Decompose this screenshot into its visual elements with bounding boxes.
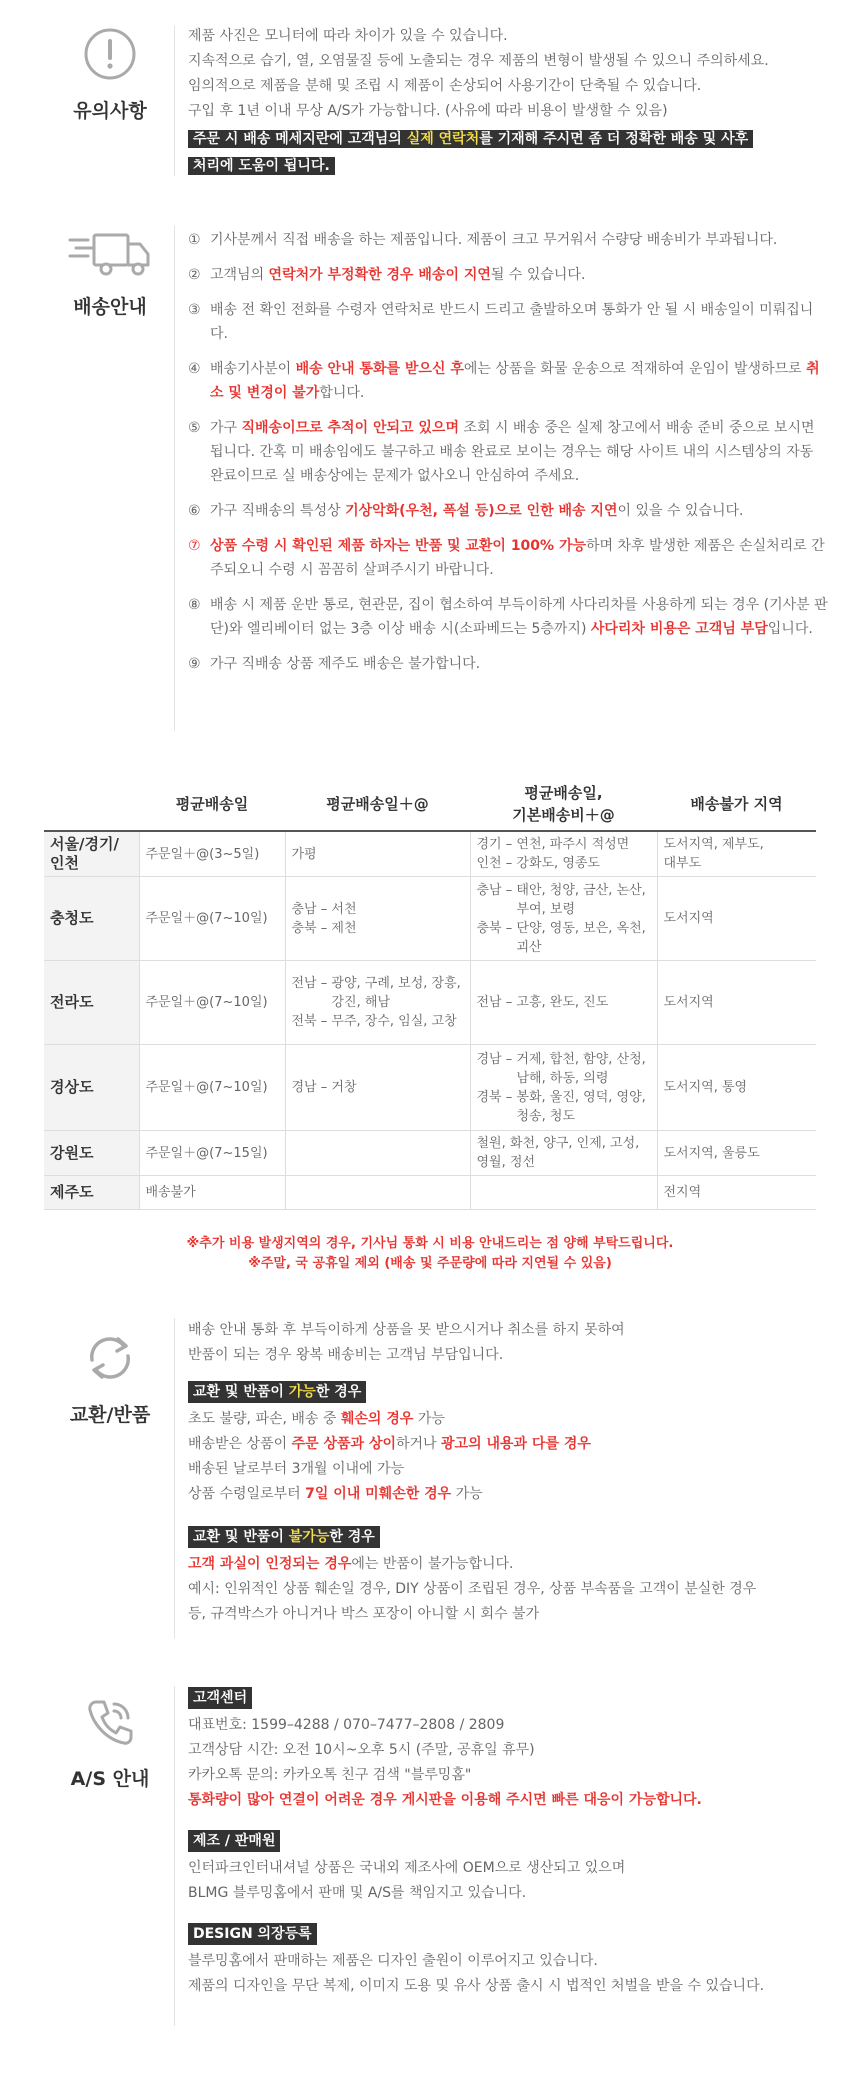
no-delivery-line: 전지역 <box>663 1185 702 1200</box>
no-delivery-line: 도서지역, 통영 <box>663 1080 748 1095</box>
caution-heading <box>40 26 180 123</box>
divider <box>174 26 175 176</box>
caution-content <box>188 24 828 180</box>
exchange-line <box>188 1407 828 1432</box>
as-content <box>188 1686 828 1999</box>
table-header-cell: 평균배송일 <box>139 778 285 831</box>
shipping-note: ※추가 비용 발생지역의 경우, 기사님 통화 시 비용 안내드리는 점 양해 부탁드립니다. <box>186 1236 674 1251</box>
design-line: 블루밍홈에서 판매하는 제품은 디자인 출원이 이루어지고 있습니다. <box>188 1953 598 1969</box>
caution-line: 임의적으로 제품을 분해 및 조립 시 제품이 손상되어 사용기간이 단축될 수 있습니다. <box>188 78 702 94</box>
cs-line: 카카오톡 문의: 카카오톡 친구 검색 "블루밍홈" <box>188 1767 472 1783</box>
region-cell: 서울/경기/인천 <box>44 831 139 877</box>
region-cell: 충청도 <box>44 877 139 961</box>
design-tag: DESIGN 의장등록 <box>188 1923 317 1945</box>
no-delivery-cell <box>657 877 816 961</box>
delivery-item-text-part: 합니다. <box>319 385 365 401</box>
caution-line: 제품 사진은 모니터에 따라 차이가 있을 수 있습니다. <box>188 28 508 44</box>
exchange-line <box>188 1602 828 1627</box>
delivery-item-text-part: 에는 상품을 화물 운송으로 적재하여 운임이 발생하므로 <box>463 361 807 377</box>
maker-tag-row <box>188 1829 828 1854</box>
delivery-item-text-part: 배송 안내 통화를 받으신 후 <box>295 361 464 377</box>
avg-delivery-cell: 주문일＋@(7~10일) <box>139 1045 285 1131</box>
exchange-line-part: 등, 규격박스가 아니거나 박스 포장이 아니할 시 회수 불가 <box>188 1606 540 1622</box>
delivery-heading <box>40 232 180 319</box>
exchange-no-list <box>188 1552 828 1627</box>
exchange-line <box>188 1432 828 1457</box>
exchange-line-part: 에는 반품이 불가능합니다. <box>351 1556 514 1572</box>
delivery-truck-icon <box>68 232 152 278</box>
caution-highlight: 주문 시 배송 메세지란에 고객님의 실제 연락처를 기재해 주시면 좀 더 정확한 배송 및 사후 처리에 도움이 됩니다. <box>188 126 828 180</box>
maker-tag: 제조 / 판매원 <box>188 1830 280 1852</box>
exchange-line-part: 광고의 내용과 다를 경우 <box>441 1436 591 1452</box>
as-section <box>0 1686 860 2026</box>
no-delivery-line: 도서지역 <box>663 995 714 1010</box>
maker-line: 인터파크인터내셔널 상품은 국내외 제조사에 OEM으로 생산되고 있으며 <box>188 1860 626 1876</box>
table-row <box>44 831 816 877</box>
extra-fee-line: 경남 – 거제, 합천, 함양, 산청, <box>476 1051 646 1067</box>
delivery-item-text-part: 연락처가 부정확한 경우 배송이 지연 <box>268 267 491 283</box>
no-delivery-line: 대부도 <box>663 856 702 871</box>
delivery-item-text <box>210 416 828 488</box>
table-header-cell <box>44 778 139 831</box>
maker-line: BLMG 블루밍홈에서 판매 및 A/S를 책임지고 있습니다. <box>188 1885 527 1901</box>
exchange-line-part: 7일 이내 미훼손한 경우 <box>305 1486 452 1502</box>
delivery-item-number: ⑥ <box>188 503 201 519</box>
exchange-ok-list <box>188 1407 828 1507</box>
extra-days-line: 전남 – 광양, 구례, 보성, 장흥, <box>291 976 461 991</box>
extra-fee-line: 충북 – 단양, 영동, 보은, 옥천, <box>476 920 646 936</box>
shipping-notes <box>44 1234 816 1274</box>
as-title: A/S 안내 <box>70 1768 150 1790</box>
delivery-item-text-part: 기사분께서 직접 배송을 하는 제품입니다. 제품이 크고 무거워서 수량당 배송비가 부과됩니다. <box>210 232 778 248</box>
delivery-item-text-part: 가구 직배송 상품 제주도 배송은 불가합니다. <box>210 656 481 672</box>
delivery-item-text-part: 고객님의 <box>210 267 269 283</box>
exchange-line-part: 배송된 날로부터 3개월 이내에 가능 <box>188 1461 405 1477</box>
extra-days-cell <box>285 961 470 1045</box>
delivery-item-text-part: 가구 직배송의 특성상 <box>210 503 346 519</box>
shipping-table-section <box>44 778 816 1274</box>
delivery-item-text <box>210 228 777 252</box>
delivery-item-text-part: 취소 및 변경이 불가 <box>210 361 820 401</box>
no-delivery-line: 도서지역 <box>663 911 714 926</box>
caution-line: 구입 후 1년 이내 무상 A/S가 가능합니다. (사유에 따라 비용이 발생할 수 있음) <box>188 103 668 119</box>
delivery-item-number: ② <box>188 267 201 283</box>
avg-delivery-cell: 주문일＋@(3~5일) <box>139 831 285 877</box>
extra-days-cell <box>285 1131 470 1176</box>
as-heading <box>40 1694 180 1791</box>
delivery-item-number: ③ <box>188 302 201 318</box>
extra-fee-cell <box>470 877 657 961</box>
cs-line: 대표번호: 1599–4288 / 070–7477–2808 / 2809 <box>188 1717 505 1733</box>
exchange-heading <box>40 1330 180 1427</box>
delivery-item-text-part: 사다리차 비용은 고객님 부담 <box>590 621 768 637</box>
delivery-section <box>0 226 860 726</box>
delivery-item-text-part: 직배송이므로 추적이 안되고 있으며 <box>241 420 459 436</box>
exchange-line-part: 상품 수령일로부터 <box>188 1486 306 1502</box>
exchange-line-part: 훼손의 경우 <box>340 1411 414 1427</box>
divider <box>174 1686 175 2026</box>
delivery-item-text-part: 조회 시 배송 중은 실제 창고에서 배송 준비 중으로 보시면 됩니다. 간혹 미 배송임에도 불구하고 배송 완료로 보이는 경우는 해당 사이트 내의 시스템상의 자동 완료이므로 실 배송상에는 문제가 없사오니 안심하여 주세요. <box>210 420 815 484</box>
delivery-item-text-part: 될 수 있습니다. <box>490 267 586 283</box>
extra-days-line: 충남 – 서천 <box>291 901 357 917</box>
delivery-item-text <box>210 534 828 582</box>
shipping-note: ※주말, 국 공휴일 제외 (배송 및 주문량에 따라 지연될 수 있음) <box>248 1256 612 1271</box>
extra-days-line: 충북 – 제천 <box>291 920 357 936</box>
exchange-line-part: 배송받은 상품이 <box>188 1436 292 1452</box>
phone-icon <box>82 1694 138 1750</box>
divider <box>174 1318 175 1638</box>
table-row <box>44 961 816 1045</box>
delivery-item-text <box>210 263 585 287</box>
avg-delivery-cell: 주문일＋@(7~15일) <box>139 1131 285 1176</box>
extra-days-cell <box>285 877 470 961</box>
extra-fee-line: 충남 – 태안, 청양, 금산, 논산, <box>476 882 646 898</box>
exclamation-circle-icon <box>82 26 138 82</box>
delivery-item-number: ⑤ <box>188 420 201 436</box>
delivery-item-text-part: 기상악화(우천, 폭설 등)으로 인한 배송 지연 <box>345 503 618 519</box>
delivery-item-text-part: 배송 시 제품 운반 통로, 현관문, 집이 협소하여 부득이하게 사다리차를 사용하게 되는 경우 (기사분 판단)와 엘리베이터 없는 3층 이상 배송 시(소파베드는 5층까지) <box>210 597 828 637</box>
exchange-line <box>188 1577 828 1602</box>
delivery-item <box>188 652 828 676</box>
extra-fee-line: 인천 – 강화도, 영종도 <box>476 856 600 871</box>
region-cell: 제주도 <box>44 1176 139 1210</box>
delivery-item-number: ⑨ <box>188 656 201 672</box>
extra-days-line: 경남 – 거창 <box>291 1080 357 1095</box>
delivery-item <box>188 263 828 287</box>
table-header-cell: 평균배송일＋@ <box>285 778 470 831</box>
delivery-item-number: ① <box>188 232 201 248</box>
exchange-intro-line: 반품이 되는 경우 왕복 배송비는 고객님 부담입니다. <box>188 1347 504 1363</box>
extra-fee-line: 부여, 보령 <box>516 901 575 917</box>
cs-lines <box>188 1713 828 1813</box>
extra-days-cell <box>285 1045 470 1131</box>
no-delivery-cell <box>657 1176 816 1210</box>
delivery-item-text-part: 이 있을 수 있습니다. <box>617 503 744 519</box>
exchange-line-part: 가능 <box>413 1411 445 1427</box>
extra-fee-cell <box>470 961 657 1045</box>
extra-days-cell <box>285 831 470 877</box>
extra-fee-line: 영월, 정선 <box>476 1155 535 1170</box>
delivery-item <box>188 357 828 405</box>
delivery-item-text-part: 상품 수령 시 확인된 제품 하자는 반품 및 교환이 100% 가능 <box>210 538 586 554</box>
exchange-line <box>188 1552 828 1577</box>
design-line: 제품의 디자인을 무단 복제, 이미지 도용 및 유사 상품 출시 시 법적인 처벌을 받을 수 있습니다. <box>188 1978 765 1994</box>
extra-fee-line: 경북 – 봉화, 울진, 영덕, 영양, <box>476 1089 646 1105</box>
table-header-cell: 평균배송일, 기본배송비＋@ <box>470 778 657 831</box>
delivery-item-text-part: 입니다. <box>767 621 813 637</box>
no-delivery-line: 도서지역, 울릉도 <box>663 1145 760 1161</box>
delivery-list <box>188 228 828 687</box>
delivery-item-number: ⑧ <box>188 597 201 613</box>
exchange-ok-tag: 교환 및 반품이 가능한 경우 <box>188 1380 828 1405</box>
exchange-line <box>188 1482 828 1507</box>
delivery-item-text-part: 하며 차후 발생한 제품은 손실처리로 간주되오니 수령 시 꼼꼼히 살펴주시기 바랍니다. <box>210 538 825 578</box>
table-row <box>44 877 816 961</box>
delivery-item-number: ④ <box>188 361 201 377</box>
delivery-item <box>188 499 828 523</box>
region-cell: 강원도 <box>44 1131 139 1176</box>
delivery-item-text-part: 가구 <box>210 420 242 436</box>
exchange-line-part: 초도 불량, 파손, 배송 중 <box>188 1411 341 1427</box>
delivery-item <box>188 534 828 582</box>
delivery-item-text-part: 배송 전 확인 전화를 수령자 연락처로 반드시 드리고 출발하오며 통화가 안 될 시 배송일이 미뤄집니다. <box>210 302 814 342</box>
no-delivery-cell <box>657 1045 816 1131</box>
no-delivery-cell <box>657 1131 816 1176</box>
divider <box>174 226 175 731</box>
table-row <box>44 1131 816 1176</box>
extra-fee-line: 청송, 청도 <box>516 1108 575 1124</box>
avg-delivery-cell: 주문일＋@(7~10일) <box>139 961 285 1045</box>
delivery-item-text <box>210 298 828 346</box>
extra-fee-cell <box>470 1176 657 1210</box>
exchange-line-part: 주문 상품과 상이 <box>291 1436 396 1452</box>
extra-fee-line: 남해, 하동, 의령 <box>516 1070 609 1086</box>
caution-title: 유의사항 <box>73 100 147 122</box>
delivery-item <box>188 416 828 488</box>
delivery-title: 배송안내 <box>73 296 147 318</box>
delivery-item-text <box>210 593 828 641</box>
no-delivery-line: 도서지역, 제부도, <box>663 837 764 852</box>
no-delivery-cell <box>657 961 816 1045</box>
extra-fee-cell <box>470 831 657 877</box>
extra-days-line: 가평 <box>291 846 317 862</box>
delivery-item-number: ⑦ <box>188 538 201 554</box>
extra-fee-cell <box>470 1131 657 1176</box>
delivery-item-text-part: 배송기사분이 <box>210 361 296 377</box>
maker-lines <box>188 1856 828 1906</box>
delivery-item-text <box>210 652 480 676</box>
table-header-row <box>44 778 816 831</box>
exchange-line-part: 가능 <box>451 1486 483 1502</box>
caution-section <box>0 20 860 180</box>
extra-fee-line: 괴산 <box>516 939 542 955</box>
caution-line: 지속적으로 습기, 열, 오염물질 등에 노출되는 경우 제품의 변형이 발생될 수 있으니 주의하세요. <box>188 53 769 69</box>
exchange-line-part: 고객 과실이 인정되는 경우 <box>188 1556 352 1572</box>
delivery-item-text <box>210 499 743 523</box>
cs-tag-row <box>188 1686 828 1711</box>
exchange-section <box>0 1318 860 1648</box>
delivery-item <box>188 298 828 346</box>
design-tag-row <box>188 1922 828 1947</box>
table-row <box>44 1045 816 1131</box>
extra-days-cell <box>285 1176 470 1210</box>
extra-fee-line: 철원, 화천, 양구, 인제, 고성, <box>476 1136 640 1151</box>
shipping-table <box>44 778 816 1210</box>
avg-delivery-cell: 배송불가 <box>139 1176 285 1210</box>
exchange-content <box>188 1318 828 1627</box>
exchange-arrows-icon <box>82 1330 138 1386</box>
delivery-item <box>188 228 828 252</box>
extra-fee-line: 경기 – 연천, 파주시 적성면 <box>476 837 630 852</box>
cs-line: 고객상담 시간: 오전 10시~오후 5시 (주말, 공휴일 휴무) <box>188 1742 535 1758</box>
exchange-intro-line: 배송 안내 통화 후 부득이하게 상품을 못 받으시거나 취소를 하지 못하여 <box>188 1322 625 1338</box>
design-lines <box>188 1949 828 1999</box>
extra-days-line: 전북 – 무주, 장수, 임실, 고창 <box>291 1014 457 1029</box>
exchange-line-part: 예시: 인위적인 상품 훼손일 경우, DIY 상품이 조립된 경우, 상품 부속품을 고객이 분실한 경우 <box>188 1581 757 1597</box>
exchange-title: 교환/반품 <box>69 1404 151 1426</box>
extra-days-line: 강진, 해남 <box>331 995 390 1010</box>
cs-notice: 통화량이 많아 연결이 어려운 경우 게시판을 이용해 주시면 빠른 대응이 가능합니다. <box>188 1792 702 1808</box>
exchange-line-part: 하거나 <box>396 1436 442 1452</box>
avg-delivery-cell: 주문일＋@(7~10일) <box>139 877 285 961</box>
cs-tag: 고객센터 <box>188 1687 252 1709</box>
table-header-cell: 배송불가 지역 <box>657 778 816 831</box>
no-delivery-cell <box>657 831 816 877</box>
exchange-line <box>188 1457 828 1482</box>
extra-fee-line: 전남 – 고흥, 완도, 진도 <box>476 995 609 1010</box>
delivery-item-text <box>210 357 828 405</box>
region-cell: 경상도 <box>44 1045 139 1131</box>
region-cell: 전라도 <box>44 961 139 1045</box>
exchange-no-tag: 교환 및 반품이 불가능한 경우 <box>188 1525 828 1550</box>
table-row <box>44 1176 816 1210</box>
delivery-item <box>188 593 828 641</box>
extra-fee-cell <box>470 1045 657 1131</box>
